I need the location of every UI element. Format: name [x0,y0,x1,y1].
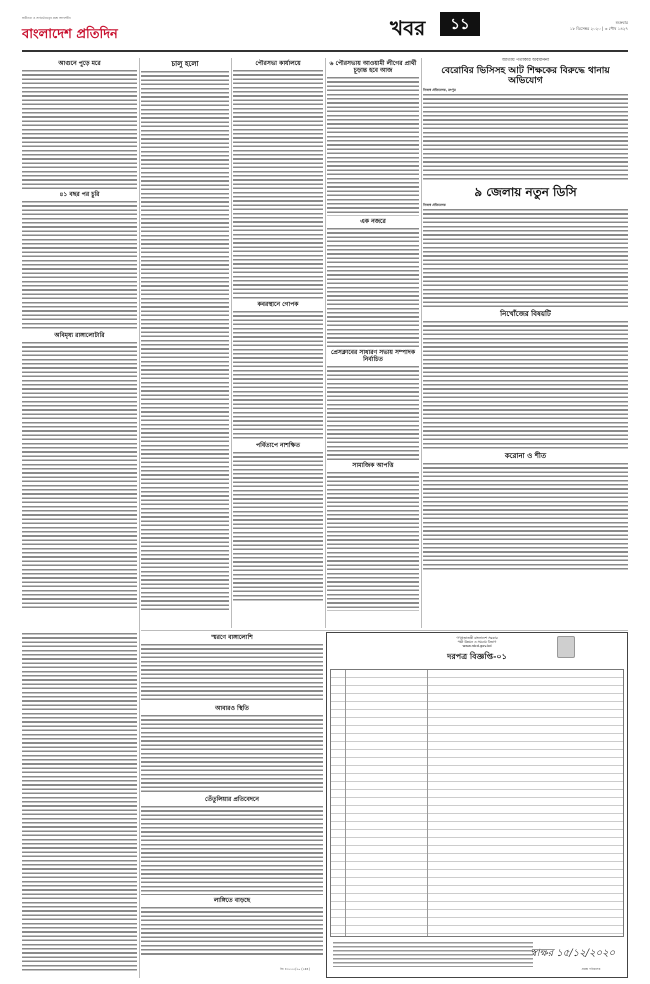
byline: নিজস্ব প্রতিবেদক [423,203,446,208]
story-body [141,805,323,895]
story-body [22,69,137,189]
headline[interactable]: নিখোঁজের বিষয়টি [500,309,551,319]
story-body [141,643,323,703]
story-body [423,208,628,308]
headline[interactable]: আবারও স্থিতি [215,705,249,712]
headline[interactable]: তেঁতুলিয়ার প্রতিবেদনে [205,796,259,803]
story-body [141,906,323,956]
headline[interactable]: লাঙ্গিতে বাড়ছে [213,897,251,904]
logo-tagline: স্বাধীনতা ও সার্বভৌমত্বের প্রশ্নে আপসহীন [22,16,71,20]
headline[interactable]: কবরস্থানে গোপক [257,301,299,308]
headline[interactable]: করোনা ও শীত [504,451,547,461]
masthead [22,8,628,52]
date: ১৮ ডিসেম্বর ২০২০ | ৩ পৌষ ১৪২৭ [569,26,628,31]
headline[interactable]: এক নজরে [360,218,386,225]
headline[interactable]: ৯ জেলায় নতুন ডিসি [474,185,577,200]
newspaper-logo[interactable] [22,16,118,46]
day: শুক্রবার [615,20,628,25]
notice-title: দরপত্র বিজ্ঞপ্তি-০১ [447,650,507,661]
story-body [327,365,419,460]
story-body [22,632,137,972]
headline[interactable]: স্মরণে বাঙ্গালোশি [211,634,253,641]
story-body [233,310,323,440]
bottom-left-column [22,632,137,978]
column-rule [421,58,422,628]
story-body [141,714,323,794]
portrait-image [557,636,575,658]
headline[interactable]: ৬ পৌরসভায় আওয়ামী লীগের প্রার্থী চূড়ান্ত হবে আজ [329,60,417,74]
byline: নিজস্ব প্রতিবেদক, রংপুর [423,88,456,92]
headline[interactable]: প্রেসক্লাবের সাধারণ সভায় সম্পাদক নির্বাচিত [330,349,416,363]
column-2 [141,58,229,628]
lead-headline[interactable]: বেরোবির ভিসিসহ আট শিক্ষকের বিরুদ্ধে থানায় অভিযোগ [441,66,610,86]
notice-table [330,669,624,937]
story-body [233,69,323,299]
dateline [570,20,628,32]
headline[interactable]: অবিমৃষ্য রাঙ্গালোটারি [54,332,105,339]
column-1 [22,58,137,628]
column-rule [231,58,232,628]
tender-notice[interactable] [326,632,628,978]
notice-gov-header: গণপ্রজাতন্ত্রী বাংলাদেশ সরকার পল্লী উন্নয়ন ও সমবায় বিভাগ www.rdcd.gov.bd [456,636,498,649]
ad-tag: জি ৪৩৫৫৫/২০ (২x৪) [280,967,310,971]
headline[interactable]: পর্বিতাপে নাশক্ষিত [256,442,300,449]
headline[interactable]: আগুনে পুড়ে মরে [58,60,101,67]
horizontal-rule [141,630,628,631]
column-4 [327,58,419,628]
notice-footer [333,941,533,967]
headline[interactable]: সামাজিক আপত্তি [352,462,394,469]
newspaper-name: বাংলাদেশ প্রতিদিন [22,27,118,42]
headline[interactable]: চালু হলো [171,59,199,68]
headline[interactable]: ৪১ বছর পর চুরি [59,191,100,198]
story-body [423,462,628,572]
column-3 [233,58,323,628]
section-title: খবর [390,16,426,40]
story-body [22,341,137,611]
kicker: জাতীয় পতাকার অবমাননা [501,58,550,63]
column-rule [325,58,326,628]
story-body [327,76,419,216]
story-body [327,227,419,347]
page-number: ১১ [440,12,480,36]
signatory: প্রকল্প পরিচালক [581,967,601,971]
story-body [141,70,229,610]
headline[interactable]: পৌরসভা কার্যালয়ে [255,60,301,67]
story-body [327,471,419,611]
story-body [423,320,628,450]
story-body [22,200,137,330]
bottom-left-stories [141,632,323,978]
story-body [233,451,323,601]
signature: স্বাক্ষর ১৫/১২/২০২০ [530,948,615,959]
column-5 [423,58,628,628]
column-rule [139,58,140,978]
story-body [423,93,628,181]
